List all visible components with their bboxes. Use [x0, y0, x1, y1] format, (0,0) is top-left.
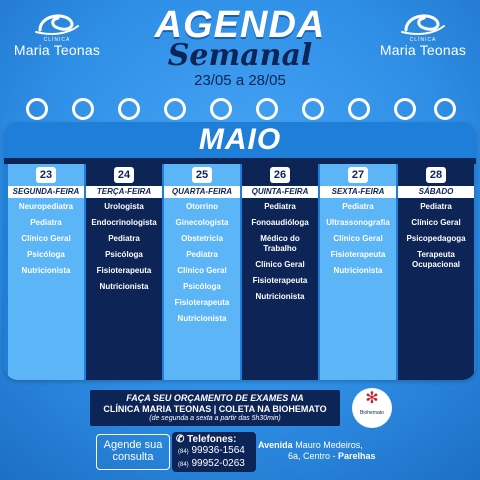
phone-1-ddd: (84)	[178, 449, 189, 455]
specialty-item: Fisioterapeuta	[174, 298, 230, 307]
specialty-item: Clínico Geral	[255, 260, 305, 269]
phone-1[interactable]	[178, 445, 256, 458]
specialty-item: Ultrassonografia	[326, 218, 390, 227]
address-street-prefix: Avenida	[258, 440, 296, 450]
biohemato-logo	[352, 388, 392, 428]
ring-decoration	[164, 98, 186, 120]
specialty-item: Fisioterapeuta	[252, 276, 308, 285]
phone-2-number: 99952-0263	[191, 458, 245, 469]
schedule-line-1: Agende sua	[103, 439, 163, 451]
specialty-item: Psicóloga	[105, 250, 143, 259]
specialty-item: Clínico Geral	[177, 266, 227, 275]
day-column	[320, 164, 396, 380]
ring-decoration	[118, 98, 140, 120]
specialty-item: Médico do Trabalho	[260, 234, 300, 253]
specialty-item: Nutricionista	[177, 314, 227, 323]
address-city: Parelhas	[338, 451, 376, 461]
weekday-label: QUARTA-FEIRA	[164, 186, 240, 198]
day-column	[242, 164, 318, 380]
specialty-item: Nutricionista	[255, 292, 305, 301]
weekday-label: SEGUNDA-FEIRA	[8, 186, 84, 198]
specialty-list	[398, 202, 474, 270]
clinic-name: Maria Teonas	[379, 42, 467, 58]
specialty-item: Nutricionista	[21, 266, 71, 275]
ring-decoration	[302, 98, 324, 120]
phones-title-text: Telefones:	[187, 434, 237, 445]
phones-title	[176, 434, 256, 445]
ring-decoration	[210, 98, 232, 120]
weekday-label: QUINTA-FEIRA	[242, 186, 318, 198]
day-number: 25	[192, 167, 212, 183]
specialty-item: Otorrino	[186, 202, 218, 211]
clinic-logo-left	[2, 10, 112, 58]
phones-box	[172, 432, 256, 472]
ring-decoration	[256, 98, 278, 120]
clinic-logo-icon	[32, 10, 82, 36]
specialty-item: Psicóloga	[183, 282, 221, 291]
specialty-list	[242, 202, 318, 302]
specialty-list	[164, 202, 240, 324]
biohemato-icon: ✻	[365, 390, 379, 407]
banner-line-1: FAÇA SEU ORÇAMENTO DE EXAMES NA	[126, 393, 304, 403]
ring-decoration	[348, 98, 370, 120]
specialty-item: Pediatra	[186, 250, 218, 259]
clinic-name: Maria Teonas	[13, 42, 101, 58]
specialty-item: Fisioterapeuta	[96, 266, 152, 275]
biohemato-label: Biohemato	[360, 410, 384, 416]
phone-1-number: 99936-1564	[191, 445, 245, 456]
specialty-item: Terapeuta Ocupacional	[411, 250, 460, 269]
weekday-label: SEXTA-FEIRA	[320, 186, 396, 198]
ring-decoration	[434, 98, 456, 120]
clinic-prefix: CLÍNICA	[409, 37, 437, 43]
day-number: 23	[36, 167, 56, 183]
specialty-item: Pediatra	[108, 234, 140, 243]
specialty-item: Nutricionista	[333, 266, 383, 275]
clinic-logo-right	[368, 10, 478, 58]
schedule-line-2: consulta	[112, 451, 154, 463]
specialty-item: Psicopedagoga	[406, 234, 466, 243]
day-column	[398, 164, 474, 380]
ring-decoration	[394, 98, 416, 120]
specialty-list	[86, 202, 162, 292]
day-number: 28	[426, 167, 446, 183]
day-number: 26	[270, 167, 290, 183]
day-number: 27	[348, 167, 368, 183]
specialty-item: Nutricionista	[99, 282, 149, 291]
specialty-list	[8, 202, 84, 276]
clinic-prefix: CLÍNICA	[43, 37, 71, 43]
specialty-item: Pediatra	[342, 202, 374, 211]
whatsapp-icon: ✆	[176, 434, 185, 445]
exam-quote-banner	[90, 390, 340, 426]
specialty-item: Neuropediatra	[18, 202, 74, 211]
day-number: 24	[114, 167, 134, 183]
specialty-list	[320, 202, 396, 276]
specialty-item: Clínico Geral	[21, 234, 71, 243]
month-title: MAIO	[198, 123, 282, 156]
clinic-logo-icon	[398, 10, 448, 36]
schedule-button[interactable]	[96, 434, 170, 470]
specialty-item: Fisioterapeuta	[330, 250, 386, 259]
banner-line-3: (de segunda a sexta a partir das 5h30min)	[149, 415, 281, 422]
phone-2[interactable]	[178, 458, 256, 471]
date-range: 23/05 a 28/05	[194, 72, 286, 89]
ring-decoration	[26, 98, 48, 120]
address	[258, 440, 398, 462]
specialty-item: Pediatra	[30, 218, 62, 227]
day-column	[8, 164, 84, 380]
ring-decoration	[72, 98, 94, 120]
phone-2-ddd: (84)	[178, 462, 189, 468]
address-number: 6a, Centro -	[288, 451, 339, 461]
specialty-item: Psicóloga	[27, 250, 65, 259]
page-title: AGENDA	[154, 4, 326, 46]
banner-line-2: CLÍNICA MARIA TEONAS | COLETA NA BIOHEMATO	[103, 404, 327, 414]
specialty-item: Clínico Geral	[333, 234, 383, 243]
weekday-label: SÁBADO	[398, 186, 474, 198]
specialty-item: Clínico Geral	[411, 218, 461, 227]
specialty-item: Obstetrícia	[181, 234, 223, 243]
weekly-calendar	[4, 122, 476, 380]
weekday-label: TERÇA-FEIRA	[86, 186, 162, 198]
specialty-item: Pediatra	[264, 202, 296, 211]
specialty-item: Urologista	[104, 202, 144, 211]
specialty-item: Endocrinologista	[91, 218, 157, 227]
day-column	[164, 164, 240, 380]
day-column	[86, 164, 162, 380]
address-street: Mauro Medeiros,	[295, 440, 363, 450]
specialty-item: Pediatra	[420, 202, 452, 211]
specialty-item: Fonoaudióloga	[251, 218, 309, 227]
specialty-item: Ginecologista	[175, 218, 229, 227]
page-subtitle: Semanal	[167, 38, 313, 73]
